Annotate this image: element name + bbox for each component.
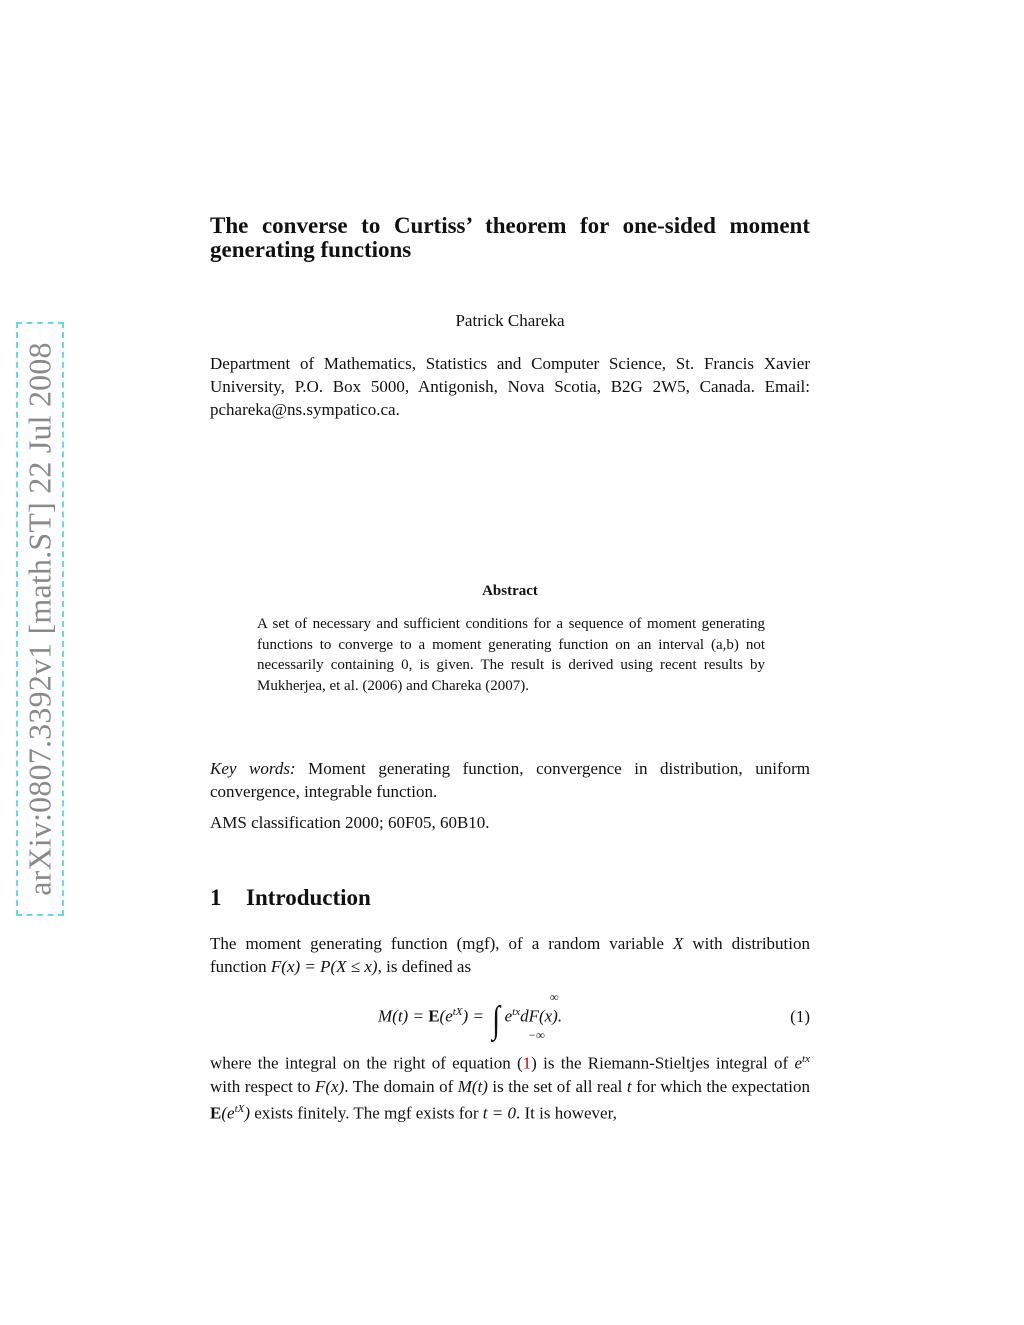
text-run: is the set of all real [487,1076,627,1096]
text-run: for which the expectation [631,1076,810,1096]
text-run: with respect to [210,1076,316,1096]
text-run: where the integral on the right of equation ( [210,1053,523,1073]
equation-reference-link[interactable]: 1 [522,1053,532,1073]
equation-term: ) = [462,1006,489,1026]
arxiv-stamp: arXiv:0807.3392v1 [math.ST] 22 Jul 2008 [21,342,58,896]
math-var-x: X [672,934,684,953]
equation-term: (e [439,1006,453,1026]
author-affiliation: Department of Mathematics, Statistics and Computer Science, St. Francis Xavier University, P.O. Box 5000, Antigonish, Nova Scotia, B2G 2W5, Canada. Email: pchareka@ns.sympatico.ca. [210,354,810,419]
expectation-symbol: E [210,1103,222,1123]
text-run: exists finitely. The mgf exists for [250,1103,483,1123]
equation-exponent: tx [512,1006,521,1018]
math-term: e [794,1053,803,1073]
intro-paragraph-1 [210,932,810,978]
abstract-heading: Abstract [482,583,538,599]
math-exponent: tX [234,1102,245,1115]
text-run: ) is the Riemann-Stieltjes integral of [531,1053,795,1073]
math-cdf: F(x) = P(X ≤ x) [270,957,378,976]
integral-upper-limit: ∞ [550,990,559,1004]
math-term: M(t) [457,1076,488,1096]
equation-rhs: dF(x). [520,1006,563,1026]
keywords-label: Key words: [210,759,296,778]
keywords-text: Moment generating function, convergence in distribution, uniform convergence, integrable function. [210,759,810,801]
section-number: 1 [210,885,222,910]
math-term: t = 0 [482,1103,516,1123]
equation-exponent: tX [452,1006,463,1018]
equation-body [378,998,563,1041]
math-term: ) [244,1103,251,1123]
text-run: with distribution function [210,934,810,976]
integral-sign: ∫ [492,998,501,1041]
paper-title: The converse to Curtiss’ theorem for one-sided moment generating functions [210,213,810,262]
arxiv-stamp-frame [16,322,64,916]
keywords [210,757,810,803]
math-term: (e [221,1103,235,1123]
math-exponent: tx [802,1053,810,1065]
author-name: Patrick Chareka [455,311,565,330]
math-term: t [626,1076,632,1096]
equation-lhs: M(t) = [378,1006,429,1026]
integral-lower-limit: −∞ [528,1028,545,1042]
text-run: . It is however, [516,1103,617,1123]
section-title: Introduction [246,885,371,910]
text-run: . The domain of [344,1076,458,1096]
section-heading [210,885,810,911]
abstract-body: A set of necessary and sufficient conditions for a sequence of moment generating functions to converge to a moment generating function on an interval (a,b) not necessarily containing 0, is given. The result is derived using recent results by Mukherjea, et al. (2006) and Chareka (2007). [257,616,765,694]
text-run: The moment generating function (mgf), of a random variable [210,934,673,953]
expectation-symbol: E [428,1006,440,1026]
ams-classification: AMS classification 2000; 60F05, 60B10. [210,813,490,832]
intro-paragraph-2 [210,1048,810,1124]
text-run: , is defined as [377,957,472,976]
equation-number: (1) [790,1007,810,1026]
equation-term: e [504,1006,513,1026]
math-term: F(x) [315,1076,345,1096]
equation-1 [210,990,810,1046]
